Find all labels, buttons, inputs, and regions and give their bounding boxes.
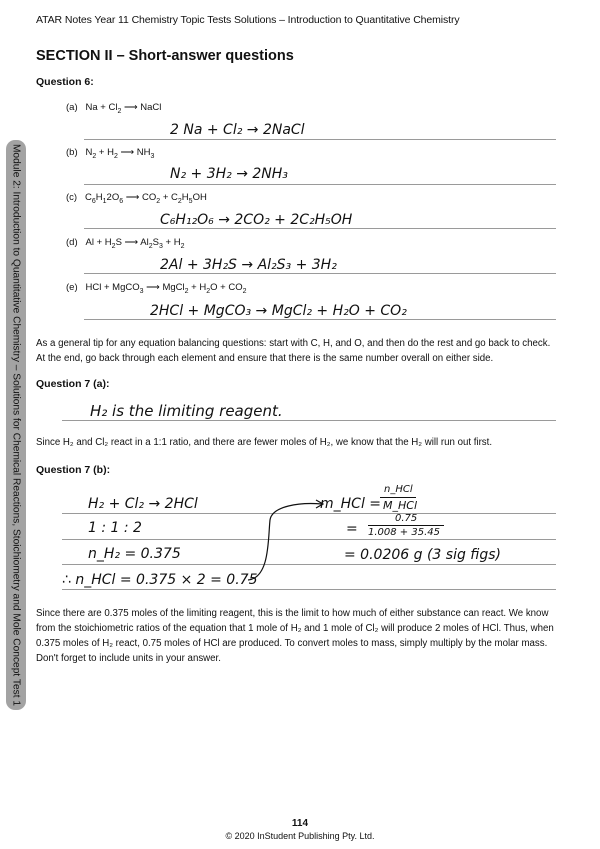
mass-result: = 0.0206 g (3 sig figs) <box>344 547 501 563</box>
answer-line <box>84 228 556 229</box>
q6e-answer: 2HCl + MgCO₃ → MgCl₂ + H₂O + CO₂ <box>150 303 407 319</box>
fraction-bar <box>368 525 444 526</box>
q6d-prompt: (d) $Al + H_2S$ ⟶ $Al_2S_3 + H_2$ <box>66 237 185 250</box>
page-number: 114 <box>291 818 309 829</box>
q6c-prompt: (c) $C_6H_12O_6$ ⟶ $CO_2 + C_2H_5OH$ <box>66 192 207 205</box>
equals-sign: = <box>346 521 358 537</box>
q7a-explanation: Since H₂ and Cl₂ react in a 1:1 ratio, and there are fewer moles of H₂, we know that the H₂ will run out first. <box>36 437 493 448</box>
q7b-equation: H₂ + Cl₂ → 2HCl <box>88 496 198 512</box>
answer-line <box>62 589 556 590</box>
q6b-prompt: (b) $N_2 + H_2$ ⟶ $NH_3$ <box>66 147 155 160</box>
q7b-ratio: 1 : 1 : 2 <box>88 520 142 536</box>
q7a-answer: H₂ is the limiting reagent. <box>90 402 283 420</box>
curved-arrow-icon <box>240 498 330 584</box>
question-7b-heading: Question 7 (b): <box>36 464 111 476</box>
q6a-prompt: (a) $Na + Cl_2$ ⟶ NaCl <box>66 102 162 115</box>
answer-line <box>84 139 556 140</box>
fraction-bar <box>380 497 416 498</box>
answer-line <box>84 273 556 274</box>
frac1-denominator: M_HCl <box>383 499 417 512</box>
balancing-tip: As a general tip for any equation balancing questions: start with C, H, and O, and then do the rest and go back to check. At the end, go back through each element and ensure that there is the same number overall on either side. <box>36 338 551 364</box>
running-header: ATAR Notes Year 11 Chemistry Topic Tests Solutions – Introduction to Quantitative Chemistry <box>36 14 460 26</box>
copyright: © 2020 InStudent Publishing Pty. Ltd. <box>225 831 375 841</box>
question-7a-heading: Question 7 (a): <box>36 378 110 390</box>
side-tab-label: Module 2: Introduction to Quantitative Chemistry – Solutions for Chemical Reactions, Stoichiometry and Mole Concept Test 1 <box>10 143 22 707</box>
q6c-answer: C₆H₁₂O₆ → 2CO₂ + 2C₂H₅OH <box>160 212 353 228</box>
frac2-denominator: 1.008 + 35.45 <box>368 527 440 538</box>
question-6-heading: Question 6: <box>36 76 94 88</box>
q7b-moles-hcl: ∴ n_HCl = 0.375 × 2 = 0.75 <box>62 572 258 588</box>
answer-line <box>62 420 556 421</box>
mass-label: m_HCl = <box>320 496 382 512</box>
q7b-explanation: Since there are 0.375 moles of the limiting reagent, this is the limit to how much of either substance can react. We know from the stoichiometric ratios of the equation that 1 mole of H₂ and 1 mole of Cl₂ will produce 2 moles of HCl. Thus, when 0.375 moles of H₂ react, 0.75 moles of HCl are produced. To convert moles to mass, simply multiply by the molar mass. Don't forget to include units in your answer. <box>36 608 554 664</box>
q7b-moles-h2: n_H₂ = 0.375 <box>88 546 181 562</box>
frac2-numerator: 0.75 <box>395 513 418 524</box>
q6e-prompt: (e) HCl + MgCO$_3$ ⟶ MgCl$_2$ + $H_2O + CO_2$ <box>66 282 247 295</box>
q6a-answer: 2 Na + Cl₂ → 2NaCl <box>170 122 305 138</box>
q6b-answer: N₂ + 3H₂ → 2NH₃ <box>170 166 288 182</box>
answer-line <box>84 319 556 320</box>
answer-line <box>84 184 556 185</box>
section-title: SECTION II – Short-answer questions <box>36 48 294 64</box>
q6d-answer: 2Al + 3H₂S → Al₂S₃ + 3H₂ <box>160 257 337 273</box>
frac1-numerator: n_HCl <box>384 484 413 495</box>
